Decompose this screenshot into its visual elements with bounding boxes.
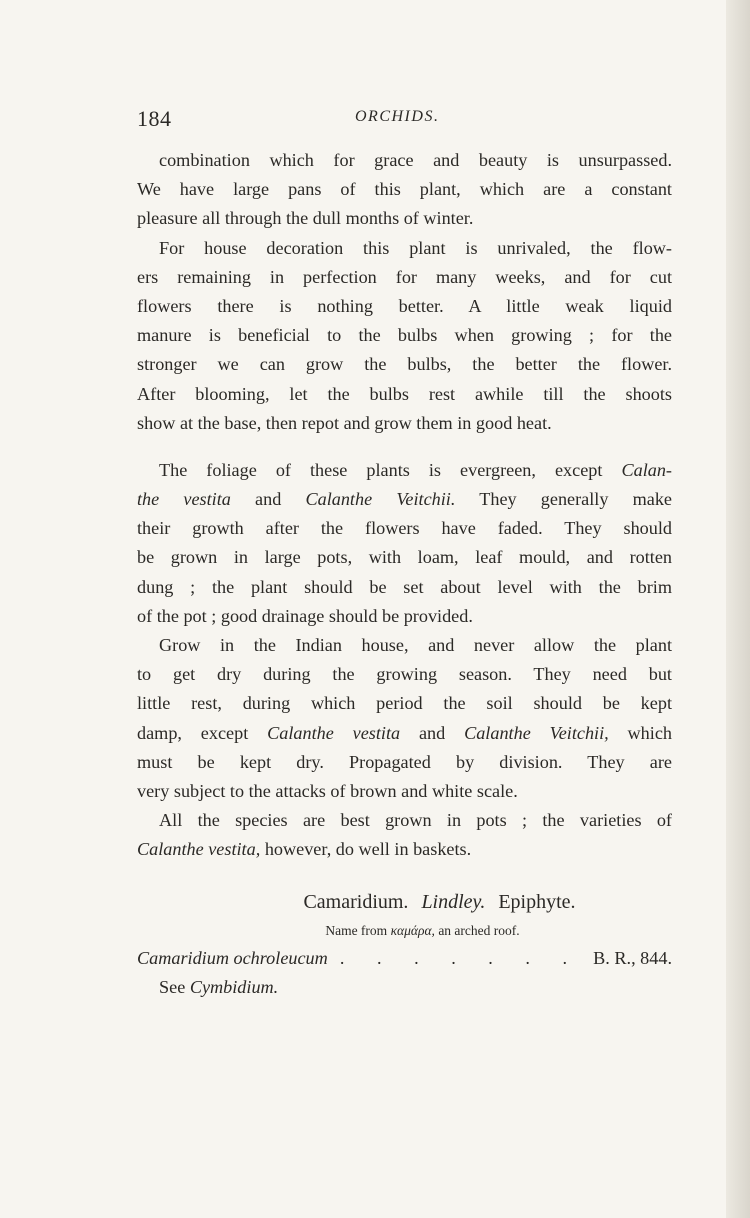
text-line [137,835,672,864]
paragraph [137,631,672,806]
text-line [137,263,672,292]
text-segment: and [400,722,465,743]
text-segment: We have large pans of this plant, which are a constant [137,179,672,200]
text-line [137,146,672,175]
italic-text: Calanthe Veitchii. [305,489,456,510]
genus-name: Camaridium. [303,890,409,913]
italic-text: Calanthe vestita [267,722,401,743]
text-line [137,456,672,485]
paragraph [137,456,672,631]
etymology-prefix: Name from [325,922,391,938]
text-segment: stronger we can grow the bulbs, the better the flower. [137,354,672,375]
species-name: Camaridium ochroleucum [137,947,328,968]
text-segment: pleasure all through the dull months of winter. [137,208,474,229]
text-line [137,602,672,631]
text-line [137,350,672,379]
text-line [137,573,672,602]
text-line [137,321,672,350]
see-target: Cymbidium. [189,976,279,997]
species-entry [137,943,672,973]
genus-habit: Epiphyte. [498,890,576,913]
species-reference: B. R., 844. [593,947,672,968]
see-reference [137,973,672,1002]
see-prefix: See [159,976,190,997]
text-segment: flowers there is nothing better. A little weak liquid [137,295,672,316]
text-segment: to get dry during the growing season. They need but [137,664,672,685]
text-segment: show at the base, then repot and grow them in good heat. [137,412,552,433]
paragraph [137,146,672,234]
text-line [137,409,672,438]
text-segment: little rest, during which period the soil should be kept [137,693,672,714]
text-segment: After blooming, let the bulbs rest awhile till the shoots [137,383,672,404]
text-line [137,689,672,718]
leader-dots: . . . . . . . [339,947,582,968]
text-segment: ers remaining in perfection for many weeks, and for cut [137,266,672,287]
text-segment: They generally make [455,489,673,510]
italic-text: Calan- [621,459,672,480]
paragraph-gap [137,438,672,456]
text-line [137,485,672,514]
genus-authority: Lindley. [421,890,486,913]
text-segment: The foliage of these plants is evergreen, except [159,459,622,480]
genus-heading [137,885,672,919]
text-segment: of the pot ; good drainage should be provided. [137,605,473,626]
text-segment: their growth after the flowers have faded. They should [137,518,672,539]
italic-text: Calanthe vestita, [137,839,261,860]
text-line [137,514,672,543]
text-segment: manure is beneficial to the bulbs when growing ; for the [137,325,672,346]
text-line [137,719,672,748]
text-segment: must be kept dry. Propagated by division. They are [137,751,672,772]
text-segment: and [230,489,306,510]
text-line [137,806,672,835]
page-gutter [726,0,750,1218]
paragraph [137,806,672,864]
text-segment: For house decoration this plant is unrivaled, the flow- [159,237,672,258]
page-header [137,100,672,134]
text-line [137,234,672,263]
text-segment: however, do well in baskets. [260,839,472,860]
text-segment: be grown in large pots, with loam, leaf mould, and rotten [137,547,672,568]
italic-text: the vestita [137,489,231,510]
paragraphs [137,146,672,865]
text-segment: Grow in the Indian house, and never allow the plant [159,635,672,655]
text-line [137,631,672,660]
text-segment: All the species are best grown in pots ; the varieties of [159,810,672,831]
text-line [137,380,672,409]
text-line [137,292,672,321]
body-text [137,146,672,1002]
text-segment: damp, except [137,722,268,743]
text-line [137,777,672,806]
etymology-greek: καμάρα, [390,922,435,938]
etymology-note [137,919,672,943]
text-segment: which [608,722,672,743]
italic-text: Calanthe Veitchii, [464,722,609,743]
running-head: ORCHIDS. [355,108,440,125]
paragraph [137,234,672,438]
text-line [137,660,672,689]
text-segment: very subject to the attacks of brown and white scale. [137,780,518,801]
text-line [137,748,672,777]
text-line [137,175,672,204]
text-segment: dung ; the plant should be set about level with the brim [137,576,672,597]
text-line [137,204,672,233]
etymology-suffix: an arched roof. [434,922,520,938]
text-segment: combination which for grace and beauty is unsurpassed. [159,150,672,170]
text-line [137,543,672,572]
page-number: 184 [137,106,172,131]
